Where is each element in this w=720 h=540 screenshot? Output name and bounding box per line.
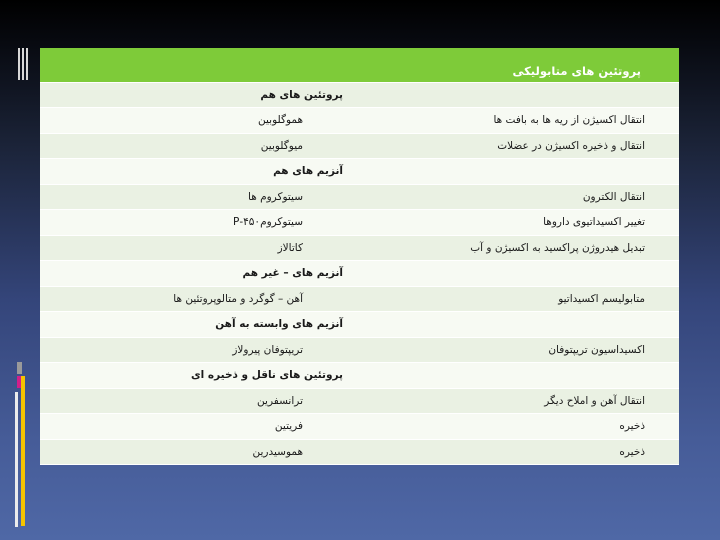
table-row [40,210,679,236]
function-cell: متابولیسم اکسیداتیو [361,286,679,312]
decorative-stripes-top [18,48,28,80]
group-title-cell: پروتئین های ناقل و ذخیره ای [40,363,361,389]
group-title-cell: آنزیم های – غیر هم [40,261,361,287]
protein-cell: تریپتوفان پیرولاز [40,337,361,363]
table-row [40,388,679,414]
function-cell: انتقال آهن و املاح دیگر [361,388,679,414]
function-cell: ذخیره [361,414,679,440]
table-row [40,235,679,261]
table-row [40,108,679,134]
function-cell: انتقال الکترون [361,184,679,210]
protein-cell: هموگلوبین [40,108,361,134]
group-title-cell: آنزیم های هم [40,159,361,185]
table-group-row [40,261,679,287]
table-group-row [40,159,679,185]
function-cell [361,363,679,389]
table-group-row [40,363,679,389]
table-row [40,439,679,465]
function-cell [361,261,679,287]
function-cell [361,159,679,185]
table-header-row [40,48,679,82]
protein-cell: میوگلوبین [40,133,361,159]
group-title-cell: پروتئین های هم [40,82,361,108]
table-row [40,184,679,210]
protein-cell: سیتوکروم۴۵۰-P [40,210,361,236]
protein-cell: فریتین [40,414,361,440]
table-header-empty [40,48,361,82]
group-title-cell: آنزیم های وابسته به آهن [40,312,361,338]
function-cell: انتقال و ذخیره اکسیژن در عضلات [361,133,679,159]
function-cell: اکسیداسیون تریپتوفان [361,337,679,363]
function-cell [361,312,679,338]
decorative-bar-yellow [21,376,25,526]
table-row [40,133,679,159]
protein-cell: آهن – گوگرد و متالوپروتئین ها [40,286,361,312]
protein-cell: کاتالاز [40,235,361,261]
function-cell: تبدیل هیدروژن پراکسید به اکسیژن و آب [361,235,679,261]
table-group-row [40,82,679,108]
function-cell [361,82,679,108]
function-cell: انتقال اکسیژن از ریه ها به بافت ها [361,108,679,134]
protein-cell: سیتوکروم ها [40,184,361,210]
function-cell: ذخیره [361,439,679,465]
function-cell: تغییر اکسیداتیوی داروها [361,210,679,236]
protein-cell: ترانسفرین [40,388,361,414]
metabolic-proteins-table [40,48,679,465]
table-row [40,286,679,312]
table-header-title: پروتئین های متابولیکی [361,48,679,82]
table-row [40,414,679,440]
protein-cell: هموسیدرین [40,439,361,465]
decorative-bar-white [15,392,18,527]
table-group-row [40,312,679,338]
decorative-bar-gray [17,362,22,374]
table-row [40,337,679,363]
